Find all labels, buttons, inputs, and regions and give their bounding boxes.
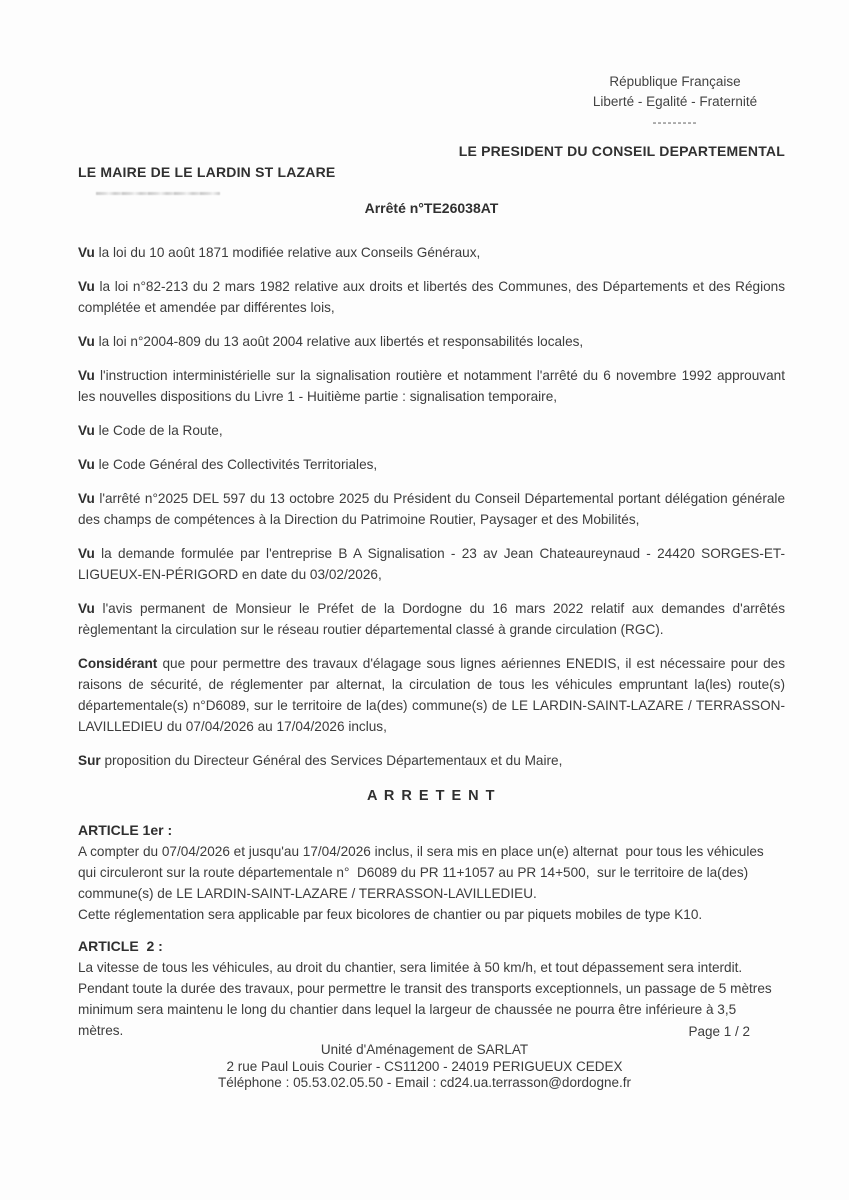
recital-lead: Vu [78, 334, 95, 349]
republic-title: République Française [609, 74, 741, 89]
article-2-paragraph-2: Pendant toute la durée des travaux, pour permettre le transit des transports exceptionnels, un passage de 5 mètres minimum sera maintenu le long du chantier dans lequel la largeur de chaussée ne pourra être inférieure à 3,5 mètres. [78, 981, 772, 1038]
recital-text: la loi n°82-213 du 2 mars 1982 relative aux droits et libertés des Communes, des Départements et des Régions complétée et amendée par différentes lois, [78, 279, 786, 315]
footer-unit: Unité d'Aménagement de SARLAT [320, 1042, 529, 1057]
republic-motto: Liberté - Egalité - Fraternité [592, 94, 758, 109]
president-title: LE PRESIDENT DU CONSEIL DEPARTEMENTAL [458, 143, 785, 159]
recital-considerant [78, 653, 785, 737]
article-2-heading: ARTICLE 2 : [78, 938, 163, 954]
recital-text: la loi n°2004-809 du 13 août 2004 relative aux libertés et responsabilités locales, [98, 334, 584, 349]
maire-title: LE MAIRE DE LE LARDIN ST LAZARE [78, 164, 336, 180]
faded-underline-smudge [96, 192, 220, 195]
document-content [78, 72, 785, 1052]
recital-lead: Vu [78, 368, 95, 383]
recital-text: proposition du Directeur Général des Services Départementaux et du Maire, [104, 753, 563, 768]
article-1-paragraph-1: A compter du 07/04/2026 et jusqu'au 17/04/2026 inclus, il sera mis en place un(e) alternat pour tous les véhicules qui circuleront sur la route départementale n° D6089 du PR 11+1057 au PR 14+500, sur le territoire de la(des) commune(s) de LE LARDIN-SAINT-LAZARE / TERRASSON-LAVILLEDIEU. [78, 844, 768, 901]
recital-lead: Vu [78, 601, 95, 616]
recital-sur-proposition [78, 750, 785, 771]
header-divider-dashes: --------- [652, 115, 698, 129]
recital-arrete-2025-del-597 [78, 488, 785, 530]
recital-text: l'avis permanent de Monsieur le Préfet de la Dordogne du 16 mars 2022 relatif aux demandes d'arrêtés règlementant la circulation sur le réseau routier départemental classé à grande circulation (RGC). [78, 601, 786, 637]
recital-lead: Vu [78, 546, 95, 561]
recital-demande-entreprise [78, 543, 785, 585]
recital-lead: Vu [78, 423, 95, 438]
recital-avis-prefet [78, 598, 785, 640]
recital-instruction-interministerielle [78, 365, 785, 407]
article-1-heading: ARTICLE 1er : [78, 822, 173, 838]
recital-lead: Considérant [78, 656, 158, 671]
footer-address: 2 rue Paul Louis Courier - CS11200 - 24019 PERIGUEUX CEDEX [226, 1058, 623, 1074]
recital-lead: Vu [78, 491, 95, 506]
document-footer [0, 1042, 849, 1092]
recital-text: le Code de la Route, [98, 423, 223, 438]
arretent-heading: A R R E T E N T [366, 788, 497, 804]
recital-lead: Vu [78, 245, 95, 260]
recital-loi-82-213 [78, 276, 785, 318]
article-1 [78, 820, 785, 925]
recital-text: l'instruction interministérielle sur la signalisation routière et notamment l'arrêté du 6 novembre 1992 approuvant les nouvelles dispositions du Livre 1 - Huitième partie : signalisation temporaire, [78, 368, 785, 404]
recital-code-route [78, 420, 785, 441]
recital-lead: Vu [78, 279, 95, 294]
page-indicator: Page 1 / 2 [688, 1024, 750, 1039]
recital-loi-2004-809 [78, 331, 785, 352]
arrete-number: Arrêté n°TE26038AT [364, 200, 499, 216]
republic-header [560, 72, 790, 132]
footer-contact: Téléphone : 05.53.02.05.50 - Email : cd24.ua.terrasson@dordogne.fr [218, 1075, 631, 1090]
article-2 [78, 936, 785, 1041]
recital-text: la loi du 10 août 1871 modifiée relative aux Conseils Généraux, [98, 245, 481, 260]
article-1-paragraph-2: Cette réglementation sera applicable par feux bicolores de chantier ou par piquets mobiles de type K10. [78, 907, 703, 922]
recital-lead: Sur [78, 753, 101, 768]
recital-loi-1871 [78, 242, 785, 263]
recital-text: l'arrêté n°2025 DEL 597 du 13 octobre 2025 du Président du Conseil Départemental portant délégation générale des champs de compétences à la Direction du Patrimoine Routier, Paysager et des Mobilités, [78, 491, 785, 527]
recital-text: que pour permettre des travaux d'élagage sous lignes aériennes ENEDIS, il est nécessaire pour des raisons de sécurité, de réglementer par alternat, la circulation de tous les véhicules empruntant la(les) route(s) départementale(s) n°D6089, sur le territoire de la(des) commune(s) de LE LARDIN-SAINT-LAZARE / TERRASSON-LAVILLEDIEU du 07/04/2026 au 17/04/2026 inclus, [78, 656, 785, 734]
recital-text: la demande formulée par l'entreprise B A Signalisation - 23 av Jean Chateaureynaud - 24420 SORGES-ET-LIGUEUX-EN-PÉRIGORD en date du 03/02/2026, [78, 546, 785, 582]
recital-code-collectivites [78, 454, 785, 475]
recital-lead: Vu [78, 457, 95, 472]
recital-text: le Code Général des Collectivités Territoriales, [98, 457, 378, 472]
article-2-paragraph-1: La vitesse de tous les véhicules, au droit du chantier, sera limitée à 50 km/h, et tout dépassement sera interdit. [78, 960, 743, 975]
